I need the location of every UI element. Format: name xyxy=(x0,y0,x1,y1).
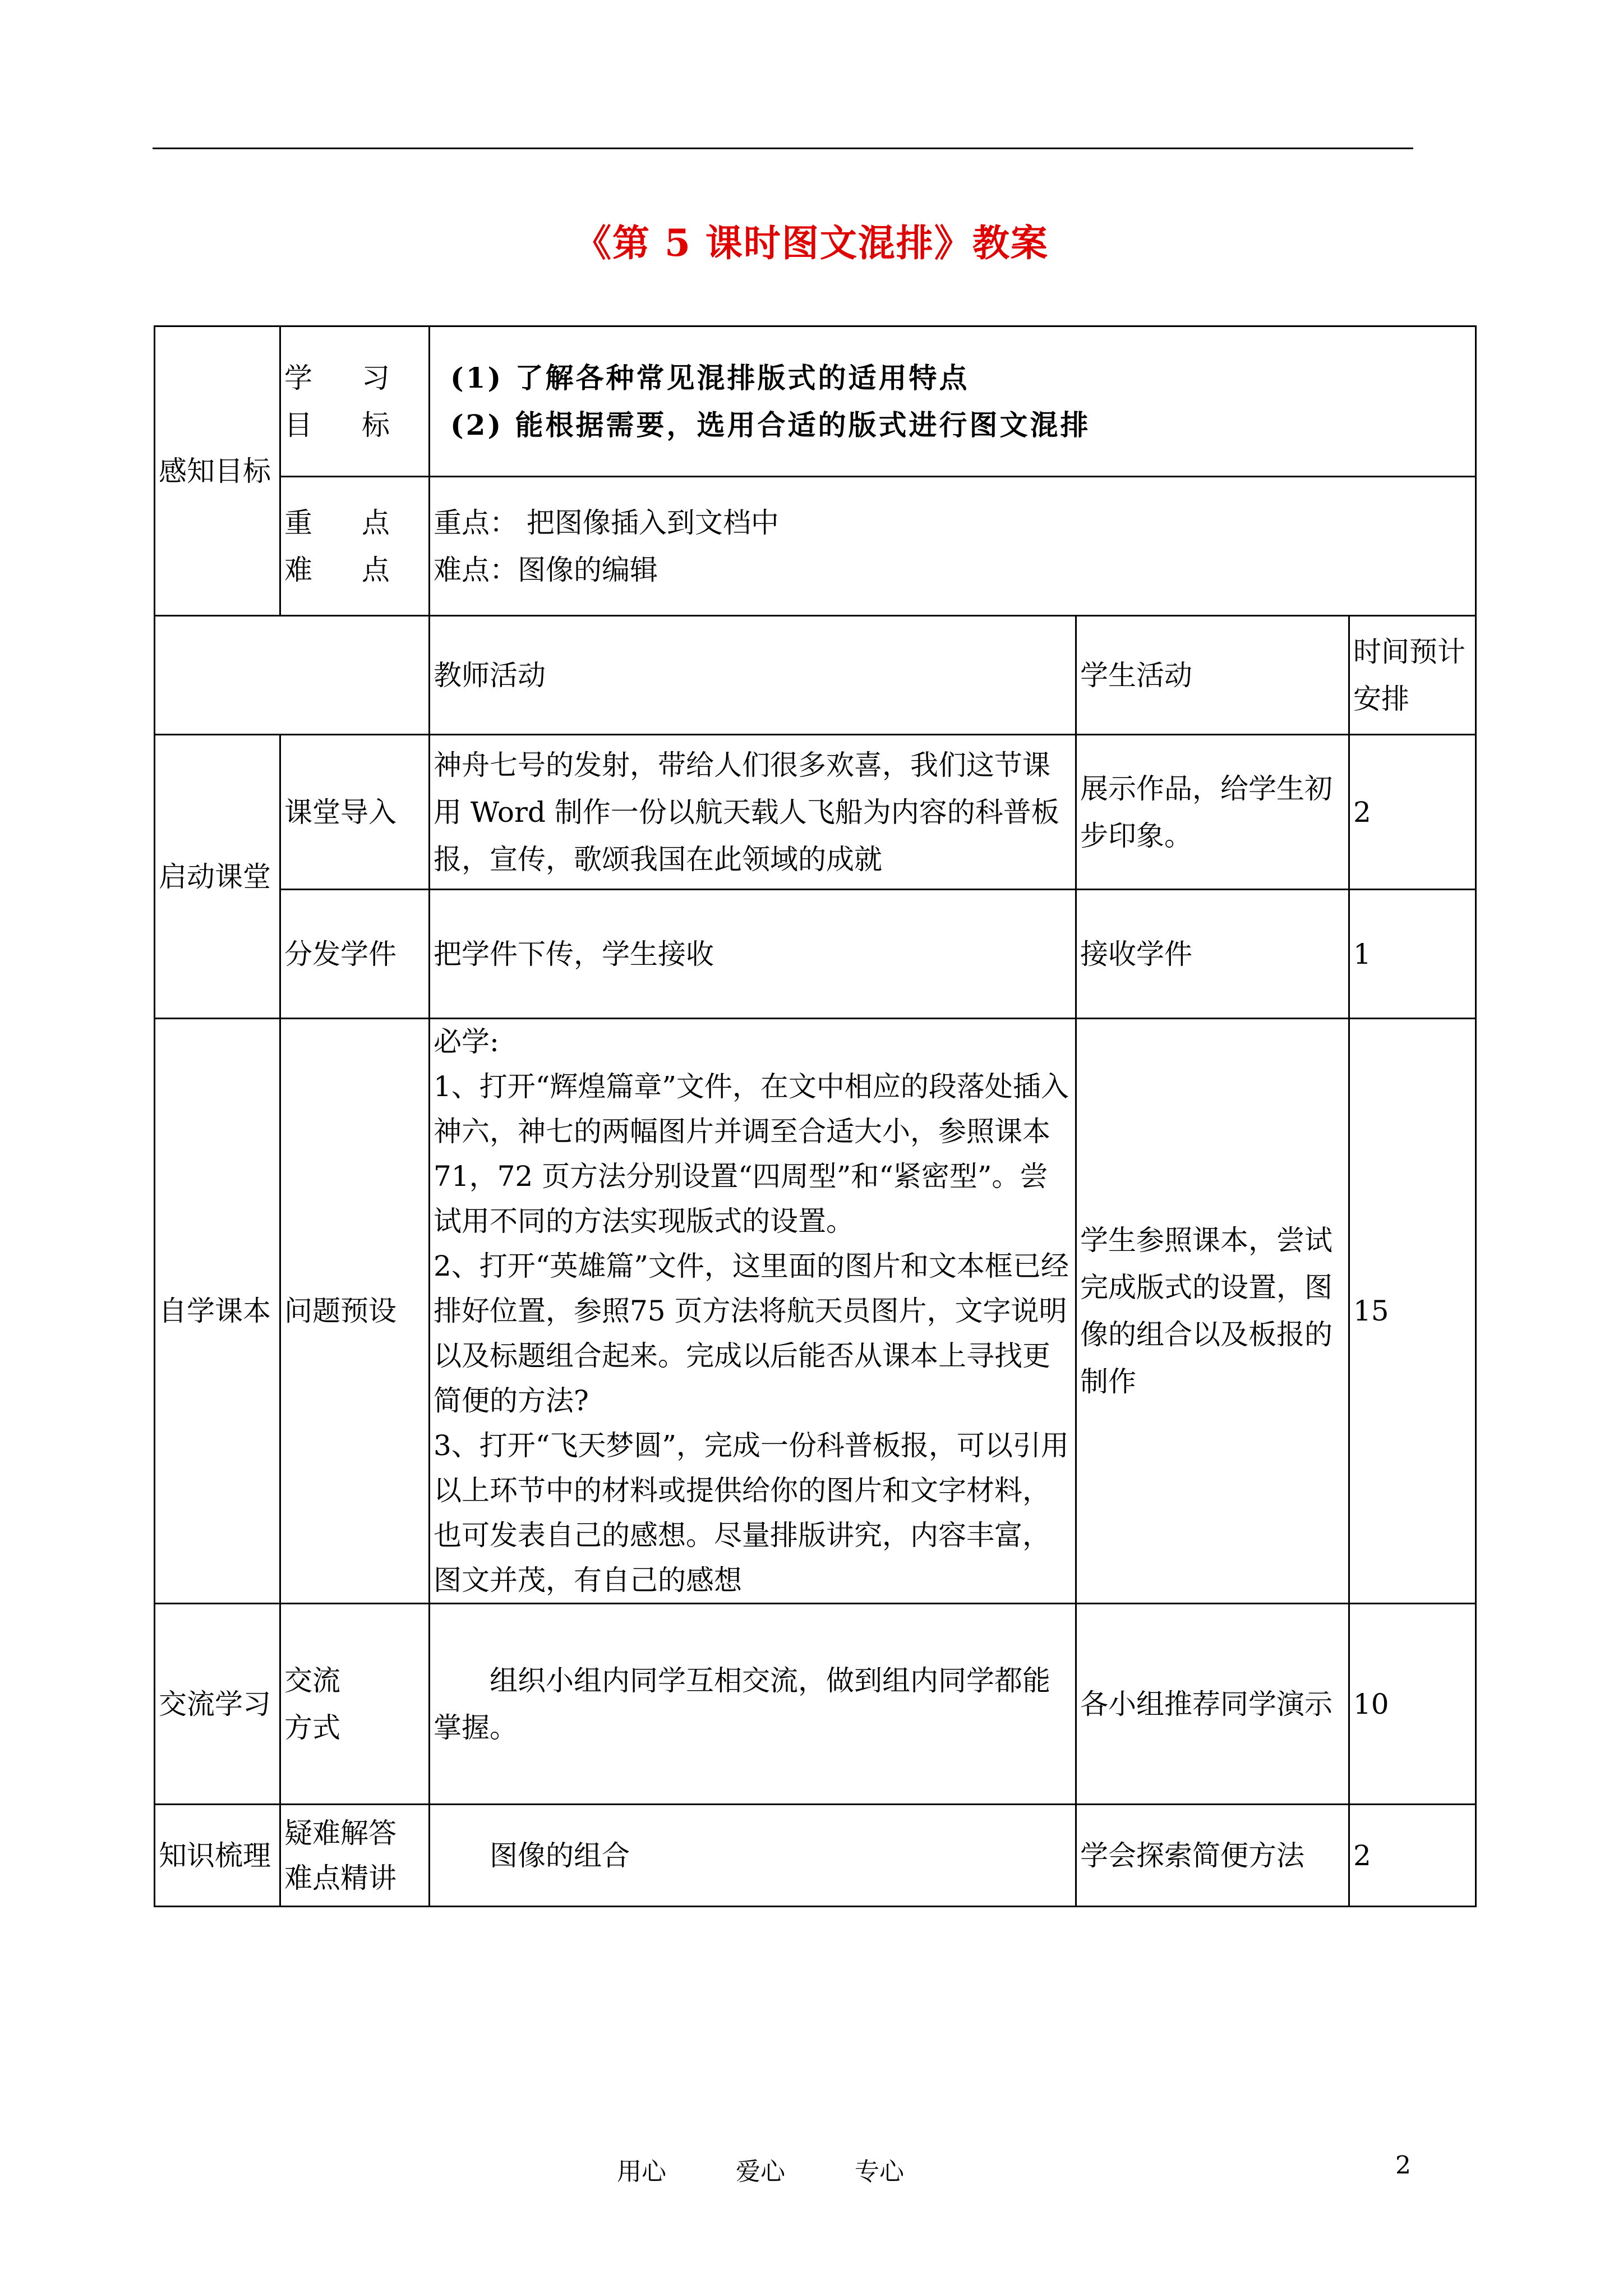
intro-student: 展示作品，给学生初步印象。 xyxy=(1076,735,1349,890)
row-label-knowledge: 知识梳理 xyxy=(155,1805,280,1907)
table-row xyxy=(155,326,1476,477)
lesson-plan-table xyxy=(154,325,1477,1907)
goal-1: (1) 了解各种常见混排版式的适用特点 xyxy=(450,361,970,394)
label-qa-2: 难点精讲 xyxy=(284,1861,396,1894)
table-row xyxy=(155,1019,1476,1604)
table-row xyxy=(155,1805,1476,1907)
task-2: 2、打开“英雄篇”文件，这里面的图片和文本框已经排好位置，参照75 页方法将航天员图片，文字说明以及标题组合起来。完成以后能否从课本上寻找更简便的方法? xyxy=(434,1250,1069,1417)
self-study-student: 学生参照课本，尝试完成版式的设置，图像的组合以及板报的制作 xyxy=(1076,1019,1349,1604)
label-exchange-way-2: 方式 xyxy=(284,1711,340,1744)
dist-student: 接收学件 xyxy=(1076,890,1349,1019)
label-hard: 难 点 xyxy=(284,553,410,586)
qa-time: 2 xyxy=(1349,1805,1476,1907)
row-label-perceive: 感知目标 xyxy=(155,326,280,616)
table-row xyxy=(155,735,1476,890)
dist-time: 1 xyxy=(1349,890,1476,1019)
footer-motto xyxy=(617,2151,966,2187)
label-learn-goal xyxy=(280,326,430,477)
header-time: 时间预计安排 xyxy=(1349,616,1476,735)
key-hard-cell xyxy=(430,477,1476,616)
must-learn-label: 必学: xyxy=(434,1025,499,1058)
table-row xyxy=(155,1604,1476,1805)
qa-teacher: 图像的组合 xyxy=(430,1805,1076,1907)
task-3: 3、打开“飞天梦圆”，完成一份科普板报，可以引用以上环节中的材料或提供给你的图片和文字材料，也可发表自己的感想。尽量排版讲究，内容丰富，图文并茂，有自己的感想 xyxy=(434,1429,1069,1596)
goal-2: (2) 能根据需要，选用合适的版式进行图文混排 xyxy=(450,408,1091,441)
self-study-teacher xyxy=(430,1019,1076,1604)
label-key-hard xyxy=(280,477,430,616)
exchange-time: 10 xyxy=(1349,1604,1476,1805)
table-row xyxy=(155,890,1476,1019)
header-empty xyxy=(155,616,430,735)
header-rule xyxy=(153,148,1413,149)
hard-text: 难点：图像的编辑 xyxy=(434,553,658,586)
table-row xyxy=(155,477,1476,616)
document-title: 《第 5 课时图文混排》教案 xyxy=(574,221,1049,265)
row-label-exchange: 交流学习 xyxy=(155,1604,280,1805)
footer-motto-1: 用心 xyxy=(617,2157,666,2186)
header-teacher: 教师活动 xyxy=(430,616,1076,735)
exchange-teacher: 组织小组内同学互相交流，做到组内同学都能掌握。 xyxy=(430,1604,1076,1805)
label-exchange-way-1: 交流 xyxy=(284,1664,340,1697)
label-key: 重 点 xyxy=(284,506,410,539)
page-number: 2 xyxy=(1395,2151,1411,2180)
footer-motto-3: 专心 xyxy=(855,2157,904,2186)
self-study-time: 15 xyxy=(1349,1019,1476,1604)
label-learn: 学 习 xyxy=(284,361,410,394)
label-exchange-way xyxy=(280,1604,430,1805)
footer-motto-2: 爱心 xyxy=(736,2157,785,2186)
intro-teacher: 神舟七号的发射，带给人们很多欢喜，我们这节课用 Word 制作一份以航天载人飞船为内容的科普板报，宣传，歌颂我国在此领域的成就 xyxy=(430,735,1076,890)
task-1: 1、打开“辉煌篇章”文件，在文中相应的段落处插入神六，神七的两幅图片并调至合适大小，参照课本71，72 页方法分别设置“四周型”和“紧密型”。尝试用不同的方法实现版式的设置。 xyxy=(434,1070,1069,1237)
row-label-self-study: 自学课本 xyxy=(155,1019,280,1604)
goals-cell xyxy=(430,326,1476,477)
intro-time: 2 xyxy=(1349,735,1476,890)
header-student: 学生活动 xyxy=(1076,616,1349,735)
label-qa xyxy=(280,1805,430,1907)
label-dist: 分发学件 xyxy=(280,890,430,1019)
label-intro: 课堂导入 xyxy=(280,735,430,890)
qa-student: 学会探索简便方法 xyxy=(1076,1805,1349,1907)
table-header-row xyxy=(155,616,1476,735)
dist-teacher: 把学件下传，学生接收 xyxy=(430,890,1076,1019)
label-qa-1: 疑难解答 xyxy=(284,1816,396,1849)
key-text: 重点： 把图像插入到文档中 xyxy=(434,506,779,539)
label-goal: 目 标 xyxy=(284,408,410,441)
row-label-start: 启动课堂 xyxy=(155,735,280,1019)
label-problem: 问题预设 xyxy=(280,1019,430,1604)
exchange-student: 各小组推荐同学演示 xyxy=(1076,1604,1349,1805)
